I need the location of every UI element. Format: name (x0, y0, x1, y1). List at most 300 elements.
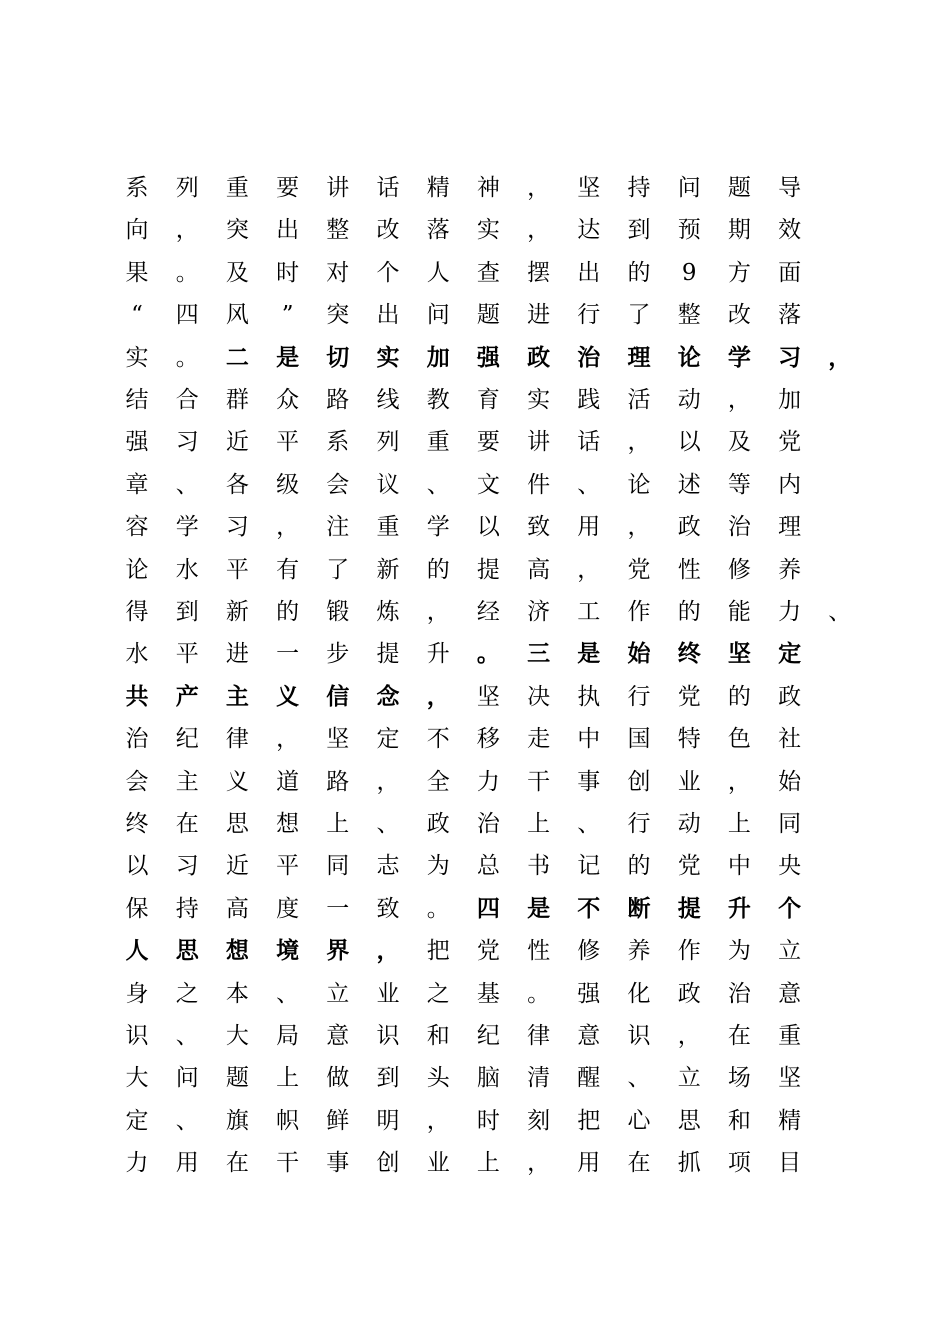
text-line (0, 550, 950, 590)
text-char: 列 (175, 175, 199, 201)
text-char: 话 (376, 175, 400, 201)
text-char: 等 (727, 471, 751, 498)
text-line (0, 338, 950, 378)
text-char: 会 (326, 471, 350, 498)
text-char: 用 (577, 1150, 601, 1177)
text-char: 及 (727, 429, 751, 456)
text-char: 想 (225, 937, 249, 965)
text-char: 、 (276, 980, 300, 1007)
text-char: 理 (778, 514, 802, 541)
text-char: 业 (376, 980, 400, 1007)
text-char: ， (276, 726, 300, 753)
text-char: 动 (677, 811, 701, 837)
text-char: 导 (778, 175, 802, 201)
text-char: 和 (727, 1107, 751, 1134)
text-char: 强 (125, 429, 149, 456)
text-char: 、 (577, 811, 601, 837)
text-char: 国 (627, 726, 651, 753)
text-line (0, 974, 950, 1014)
text-char: 的 (677, 599, 701, 625)
text-char: 力 (476, 768, 500, 795)
text-char: 强 (577, 980, 601, 1007)
text-char: 头 (426, 1065, 450, 1092)
text-char: 不 (426, 726, 450, 753)
text-char: 脑 (476, 1065, 500, 1092)
text-char: 大 (225, 1023, 249, 1049)
text-char: 度 (276, 895, 300, 922)
text-char: 步 (326, 641, 350, 668)
text-char: ， (527, 217, 551, 244)
text-char: 始 (778, 768, 802, 795)
text-char: 义 (276, 682, 300, 710)
text-char: 锻 (326, 599, 350, 625)
text-char: 上 (276, 1065, 300, 1092)
text-char: 一 (276, 641, 300, 668)
text-char: 立 (677, 1065, 701, 1092)
text-char: 及 (225, 259, 249, 286)
text-char: 实 (125, 344, 149, 371)
text-char: 重 (778, 1023, 802, 1049)
text-line (0, 592, 950, 632)
text-char: 行 (577, 302, 601, 329)
text-char: 是 (276, 343, 300, 371)
text-char: 党 (778, 429, 802, 456)
text-char: 议 (376, 471, 400, 498)
text-char: 以 (476, 514, 500, 541)
text-char: 之 (426, 980, 450, 1007)
text-char: 注 (326, 514, 350, 541)
text-char: 三 (527, 640, 551, 668)
text-char: 保 (125, 895, 149, 922)
text-char: 讲 (527, 429, 551, 456)
text-char: 改 (727, 302, 751, 329)
text-char: 对 (326, 259, 350, 286)
text-char: 路 (326, 768, 350, 795)
text-char: 养 (778, 556, 802, 583)
text-char: 干 (527, 768, 551, 795)
text-char: 水 (175, 556, 199, 583)
text-char: 到 (627, 217, 651, 244)
text-char: 方 (727, 259, 751, 286)
text-line (0, 1143, 950, 1183)
text-char: 修 (577, 938, 601, 965)
text-char: 实 (527, 387, 551, 413)
text-line (0, 1016, 950, 1056)
text-char: 文 (476, 471, 500, 498)
text-char: ， (627, 429, 651, 456)
text-char: 志 (376, 853, 400, 880)
text-char: 问 (175, 1065, 199, 1092)
text-char: 人 (426, 259, 450, 286)
text-char: 讲 (326, 175, 350, 201)
text-char: ， (376, 937, 400, 965)
text-char: 创 (376, 1150, 400, 1177)
text-char: 修 (727, 556, 751, 583)
text-char: 果 (125, 259, 149, 286)
text-char: 了 (326, 556, 350, 583)
text-char: 整 (677, 302, 701, 329)
text-char: 道 (276, 768, 300, 795)
text-char: 论 (627, 471, 651, 498)
text-char: 众 (276, 387, 300, 413)
text-char: 。 (175, 344, 199, 371)
text-char: 律 (225, 726, 249, 753)
text-char: 育 (476, 387, 500, 413)
text-char: 定 (778, 640, 802, 668)
text-char: 用 (577, 514, 601, 541)
text-char: 识 (125, 1023, 149, 1049)
text-char: ， (627, 514, 651, 541)
text-char: 水 (125, 641, 149, 668)
text-char: 坚 (577, 175, 601, 201)
text-char: 高 (527, 556, 551, 583)
text-char: 终 (677, 640, 701, 668)
text-char: 心 (627, 1107, 651, 1134)
text-char: 终 (125, 811, 149, 837)
text-char: 持 (627, 175, 651, 201)
text-char: 上 (476, 1150, 500, 1177)
text-line (0, 762, 950, 802)
text-char: 纪 (175, 726, 199, 753)
text-char: 习 (175, 429, 199, 456)
text-char: 清 (527, 1065, 551, 1092)
text-char: 出 (276, 217, 300, 244)
text-char: 念 (376, 682, 400, 710)
text-char: 共 (125, 682, 149, 710)
text-char: 鲜 (326, 1107, 350, 1134)
text-char: 强 (476, 343, 500, 371)
text-char: 刻 (527, 1107, 551, 1134)
text-char: 近 (225, 853, 249, 880)
text-char: 在 (727, 1023, 751, 1049)
text-char: 政 (527, 343, 551, 371)
text-char: 到 (376, 1065, 400, 1092)
text-char: 效 (778, 217, 802, 244)
text-char: 出 (577, 259, 601, 286)
text-char: 践 (577, 387, 601, 413)
text-char: 抓 (677, 1150, 701, 1177)
text-char: 神 (476, 175, 500, 201)
text-char: 力 (125, 1150, 149, 1177)
text-line (0, 719, 950, 759)
text-char: 创 (627, 768, 651, 795)
text-char: 、 (577, 471, 601, 498)
text-char: 教 (426, 387, 450, 413)
text-char: 政 (426, 811, 450, 837)
text-char: 平 (276, 853, 300, 880)
text-char: ， (426, 682, 450, 710)
text-line (0, 168, 950, 208)
text-char: 习 (175, 853, 199, 880)
text-char: 。 (426, 895, 450, 922)
text-char: 了 (627, 302, 651, 329)
text-char: 做 (326, 1065, 350, 1092)
text-char: 行 (627, 811, 651, 837)
text-char: 整 (326, 217, 350, 244)
text-char: 党 (677, 683, 701, 710)
text-char: 各 (225, 471, 249, 498)
text-char: 是 (527, 894, 551, 922)
text-char: 意 (326, 1023, 350, 1049)
text-char: 面 (778, 259, 802, 286)
text-char: 致 (376, 895, 400, 922)
text-char: 的 (627, 259, 651, 286)
text-char: 精 (778, 1107, 802, 1134)
text-char: 的 (627, 853, 651, 880)
text-char: 业 (426, 1150, 450, 1177)
text-char: 提 (476, 556, 500, 583)
text-char: 坚 (778, 1065, 802, 1092)
text-char: 。 (527, 980, 551, 1007)
text-char: 要 (276, 175, 300, 201)
text-char: 走 (527, 726, 551, 753)
text-char: 把 (577, 1107, 601, 1134)
text-char: ， (376, 768, 400, 795)
text-char: 始 (627, 640, 651, 668)
text-char: 突 (225, 217, 249, 244)
text-char: 炼 (376, 599, 400, 625)
text-char: 识 (627, 1023, 651, 1049)
text-line (0, 253, 950, 293)
text-char: 养 (627, 938, 651, 965)
text-char: 新 (225, 599, 249, 625)
text-char: ， (527, 1150, 551, 1177)
text-char: 醒 (577, 1065, 601, 1092)
text-char: 、 (175, 1107, 199, 1134)
text-char: 近 (225, 429, 249, 456)
text-char: 人 (125, 937, 149, 965)
text-char: 查 (476, 259, 500, 286)
text-char: 治 (125, 726, 149, 753)
text-char: 经 (476, 599, 500, 625)
text-char: 。 (476, 640, 500, 668)
text-char: 定 (125, 1107, 149, 1134)
text-char: 在 (627, 1150, 651, 1177)
text-char: 上 (527, 811, 551, 837)
text-char: 坚 (476, 683, 500, 710)
text-char: 切 (326, 343, 350, 371)
text-char: 识 (376, 1023, 400, 1049)
text-char: ， (276, 514, 300, 541)
text-char: 身 (125, 980, 149, 1007)
text-char: 同 (326, 853, 350, 880)
text-char: 提 (677, 894, 701, 922)
text-char: 党 (627, 556, 651, 583)
text-char: 有 (276, 556, 300, 583)
text-char: 上 (326, 811, 350, 837)
text-char: 结 (125, 387, 149, 413)
text-char: 学 (727, 343, 751, 371)
text-line (0, 931, 950, 971)
text-line (0, 465, 950, 505)
text-char: “ (131, 302, 143, 329)
text-char: 改 (376, 217, 400, 244)
text-char: 党 (476, 938, 500, 965)
text-char: 个 (376, 259, 400, 286)
text-char: 决 (527, 683, 551, 710)
text-char: 题 (476, 302, 500, 329)
text-char: 论 (677, 343, 701, 371)
text-char: 帜 (276, 1107, 300, 1134)
text-char: 预 (677, 217, 701, 244)
text-char: 进 (527, 302, 551, 329)
text-char: 以 (677, 429, 701, 456)
text-char: 到 (175, 599, 199, 625)
text-char: 党 (677, 853, 701, 880)
text-char: 明 (376, 1107, 400, 1134)
text-char: 路 (326, 387, 350, 413)
text-char: 政 (778, 683, 802, 710)
text-char: 以 (125, 853, 149, 880)
text-char: 坚 (326, 726, 350, 753)
text-char: 境 (276, 937, 300, 965)
text-char: 出 (376, 302, 400, 329)
text-char: ， (727, 768, 751, 795)
text-char: 升 (727, 894, 751, 922)
text-char: 、 (426, 471, 450, 498)
text-char: 重 (225, 175, 249, 201)
text-char: 二 (225, 343, 249, 371)
text-char: 问 (426, 302, 450, 329)
text-char: 性 (527, 938, 551, 965)
text-char: 把 (426, 938, 450, 965)
text-char: 立 (326, 980, 350, 1007)
text-line (0, 804, 950, 844)
text-char: 话 (577, 429, 601, 456)
text-char: 社 (778, 726, 802, 753)
text-char: 风 (225, 302, 249, 329)
text-char: 政 (677, 514, 701, 541)
text-char: 要 (476, 429, 500, 456)
text-char: 的 (727, 683, 751, 710)
text-char: 平 (175, 641, 199, 668)
text-char: 特 (677, 726, 701, 753)
text-char: 问 (677, 175, 701, 201)
text-char: 干 (276, 1150, 300, 1177)
text-char: 内 (778, 471, 802, 498)
text-char: 和 (426, 1023, 450, 1049)
text-char: 业 (677, 768, 701, 795)
text-line (0, 210, 950, 250)
text-char: 合 (175, 387, 199, 413)
text-char: 上 (727, 811, 751, 837)
text-line (0, 1058, 950, 1098)
text-char: 件 (527, 471, 551, 498)
text-char: 济 (527, 599, 551, 625)
text-char: 提 (376, 641, 400, 668)
text-char: 重 (376, 514, 400, 541)
text-char: 习 (225, 514, 249, 541)
text-char: 意 (577, 1023, 601, 1049)
text-char: 实 (376, 343, 400, 371)
text-char: 系 (125, 175, 149, 201)
text-char: ， (677, 1023, 701, 1049)
text-char: 定 (376, 726, 400, 753)
text-char: 想 (276, 811, 300, 837)
text-char: 精 (426, 175, 450, 201)
text-char: 总 (476, 853, 500, 880)
text-char: 力 (778, 599, 802, 625)
text-char: 不 (577, 894, 601, 922)
text-char: 落 (778, 302, 802, 329)
text-char: 的 (276, 599, 300, 625)
text-char: 、 (175, 1023, 199, 1049)
text-char: 进 (225, 641, 249, 668)
text-char: 的 (426, 556, 450, 583)
text-char: 摆 (527, 259, 551, 286)
text-char: 事 (577, 768, 601, 795)
text-char: 项 (727, 1150, 751, 1177)
text-char: 中 (727, 853, 751, 880)
text-char: 治 (727, 514, 751, 541)
text-char: ， (577, 556, 601, 583)
text-char: 达 (577, 217, 601, 244)
text-char: 升 (426, 641, 450, 668)
text-char: 事 (326, 1150, 350, 1177)
text-char: 场 (727, 1065, 751, 1092)
text-char: 目 (778, 1150, 802, 1177)
text-char: 移 (476, 726, 500, 753)
text-char: 行 (627, 683, 651, 710)
text-char: 。 (175, 259, 199, 286)
text-char: 作 (677, 938, 701, 965)
text-line (0, 507, 950, 547)
text-char: 重 (426, 429, 450, 456)
text-char: 平 (276, 429, 300, 456)
text-char: 断 (627, 894, 651, 922)
text-char: 加 (778, 387, 802, 413)
text-char: 容 (125, 514, 149, 541)
text-char: ， (175, 217, 199, 244)
text-char: 动 (677, 387, 701, 413)
text-char: 治 (577, 343, 601, 371)
text-char: 新 (376, 556, 400, 583)
text-char: 在 (175, 811, 199, 837)
text-char: 突 (326, 302, 350, 329)
text-char: ” (281, 302, 294, 329)
text-char: ， (426, 599, 450, 625)
text-char: 题 (727, 175, 751, 201)
text-char: 基 (476, 980, 500, 1007)
text-char: 化 (627, 980, 651, 1007)
text-char: 产 (175, 682, 199, 710)
text-char: 信 (326, 682, 350, 710)
text-char: ， (828, 343, 852, 371)
text-char: 用 (175, 1150, 199, 1177)
text-char: 四 (175, 302, 199, 329)
text-char: 落 (426, 217, 450, 244)
text-char: 意 (778, 980, 802, 1007)
text-char: 述 (677, 471, 701, 498)
text-char: 在 (225, 1150, 249, 1177)
text-line (0, 677, 950, 717)
text-char: 书 (527, 853, 551, 880)
text-line (0, 889, 950, 929)
text-char: ， (527, 175, 551, 201)
text-char: 全 (426, 768, 450, 795)
text-char: 章 (125, 471, 149, 498)
text-char: 之 (175, 980, 199, 1007)
text-char: 义 (225, 768, 249, 795)
text-char: 致 (527, 514, 551, 541)
text-line (0, 422, 950, 462)
text-char: 作 (627, 599, 651, 625)
text-line (0, 295, 950, 335)
text-char: 群 (225, 387, 249, 413)
text-char: 学 (426, 514, 450, 541)
text-char: 会 (125, 768, 149, 795)
text-char: 色 (727, 726, 751, 753)
